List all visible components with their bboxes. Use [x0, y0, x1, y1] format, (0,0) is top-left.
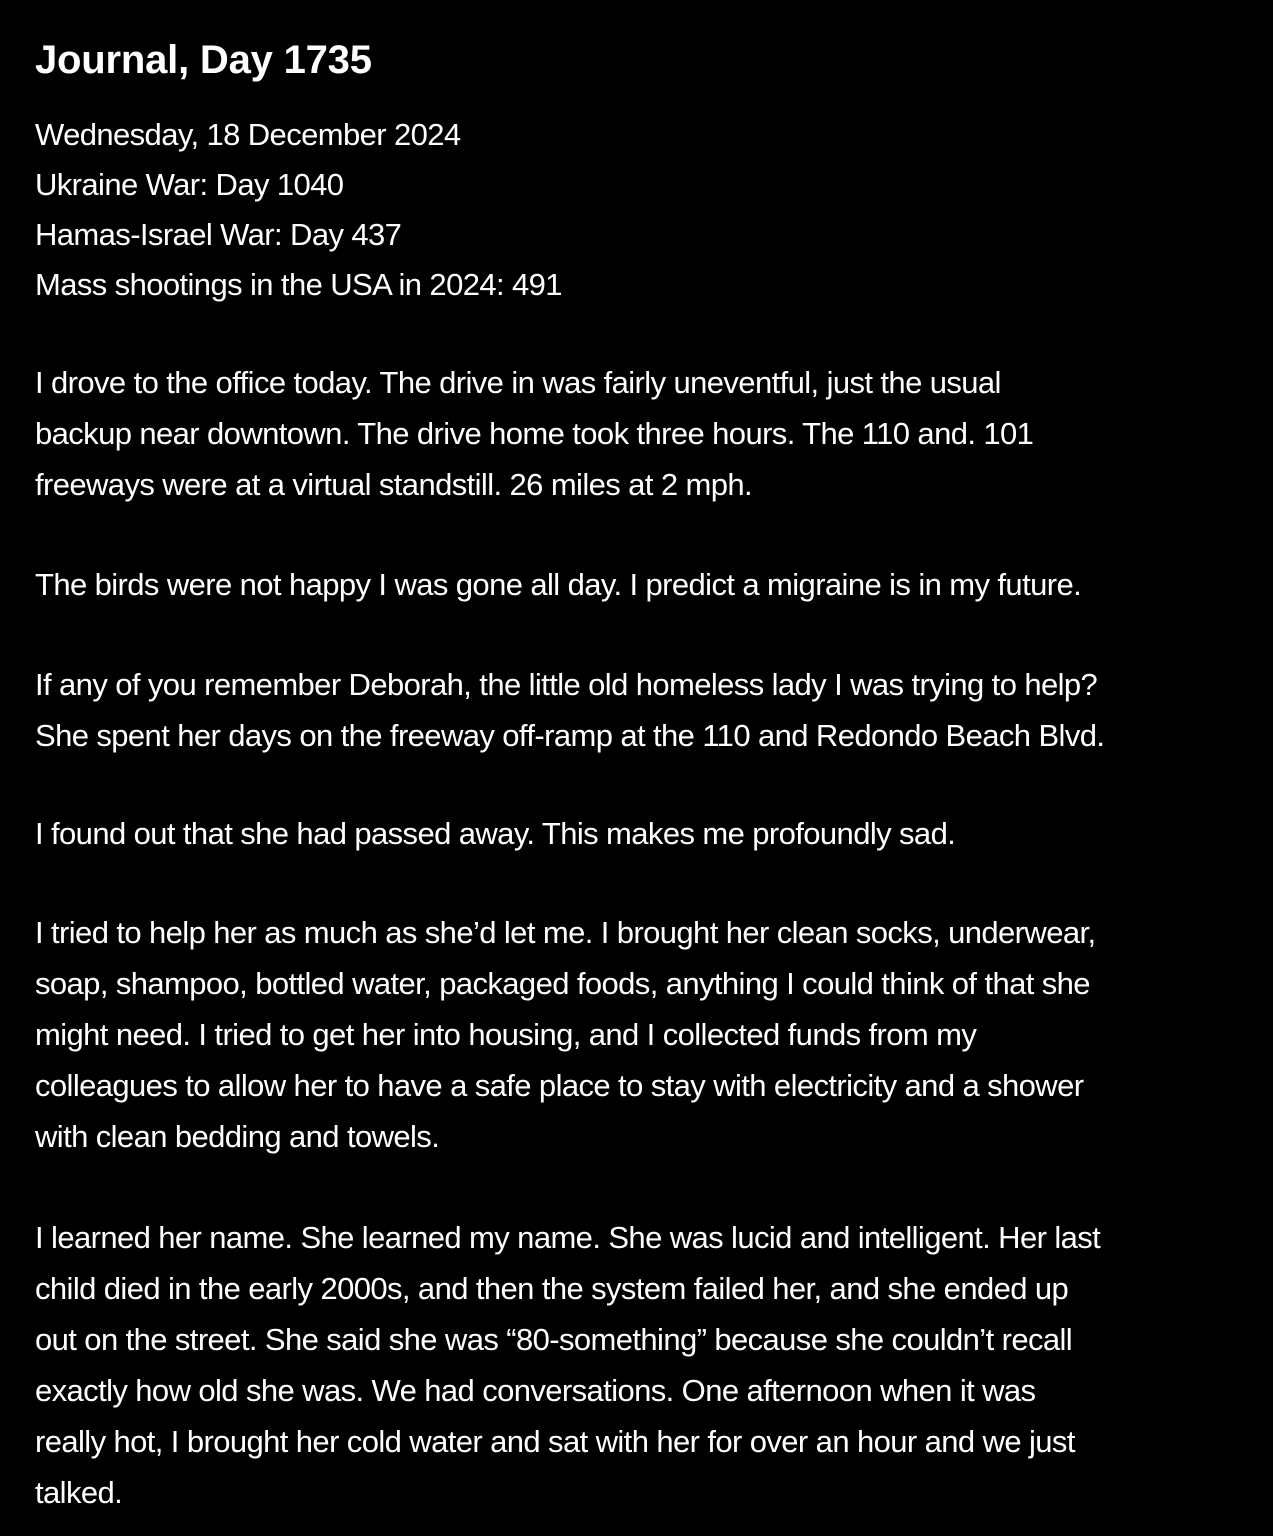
paragraph-deborah-intro [35, 659, 1245, 761]
text-line: soap, shampoo, bottled water, packaged foods, anything I could think of that she [35, 966, 1090, 1001]
text-line: If any of you remember Deborah, the little old homeless lady I was trying to help? [35, 667, 1098, 702]
text-line: I found out that she had passed away. This makes me profoundly sad. [35, 816, 956, 851]
paragraph-memories [35, 1212, 1245, 1518]
paragraph-helping [35, 907, 1245, 1162]
text-line: out on the street. She said she was “80-something” because she couldn’t recall [35, 1322, 1073, 1357]
journal-title: Journal, Day 1735 [35, 38, 372, 82]
text-line: I tried to help her as much as she’d let me. I brought her clean socks, underwear, [35, 915, 1096, 950]
mass-shootings-counter: Mass shootings in the USA in 2024: 491 [35, 267, 562, 302]
hamas-israel-war-counter: Hamas-Israel War: Day 437 [35, 217, 402, 252]
text-line: might need. I tried to get her into housing, and I collected funds from my [35, 1017, 977, 1052]
paragraph-commute [35, 357, 1245, 510]
text-line: I learned her name. She learned my name. She was lucid and intelligent. Her last [35, 1220, 1101, 1255]
paragraph-passed-away [35, 808, 1245, 859]
text-line: freeways were at a virtual standstill. 26 miles at 2 mph. [35, 467, 753, 502]
journal-meta [35, 110, 562, 310]
text-line: talked. [35, 1475, 123, 1510]
text-line: I drove to the office today. The drive in was fairly uneventful, just the usual [35, 365, 1001, 400]
entry-date: Wednesday, 18 December 2024 [35, 117, 461, 152]
text-line: really hot, I brought her cold water and sat with her for over an hour and we just [35, 1424, 1075, 1459]
text-line: colleagues to allow her to have a safe place to stay with electricity and a shower [35, 1068, 1084, 1103]
text-line: with clean bedding and towels. [35, 1119, 440, 1154]
paragraph-birds [35, 559, 1245, 610]
ukraine-war-counter: Ukraine War: Day 1040 [35, 167, 344, 202]
text-line: backup near downtown. The drive home took three hours. The 110 and. 101 [35, 416, 1034, 451]
text-line: child died in the early 2000s, and then the system failed her, and she ended up [35, 1271, 1069, 1306]
text-line: The birds were not happy I was gone all day. I predict a migraine is in my future. [35, 567, 1082, 602]
text-line: She spent her days on the freeway off-ramp at the 110 and Redondo Beach Blvd. [35, 718, 1105, 753]
text-line: exactly how old she was. We had conversations. One afternoon when it was [35, 1373, 1036, 1408]
